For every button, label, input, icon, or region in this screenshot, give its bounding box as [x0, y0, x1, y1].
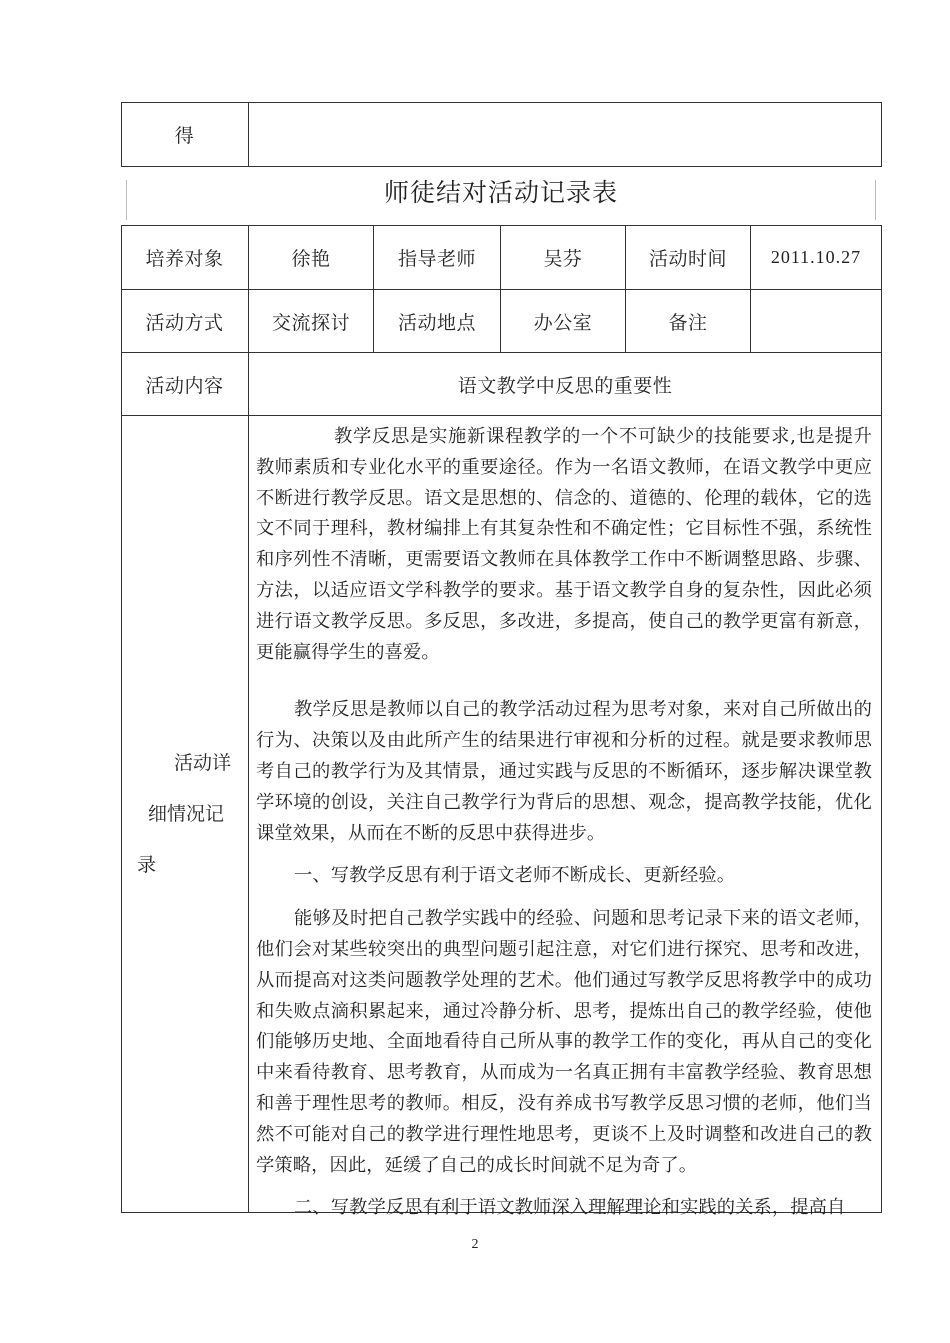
time-label: 活动时间: [648, 248, 727, 270]
content-label: 活动内容: [145, 374, 224, 397]
table-border: [121, 166, 882, 167]
page-title: 师徒结对活动记录表: [383, 178, 618, 207]
trainee-label: 培养对象: [145, 248, 224, 270]
section-heading-1: 一、写教学反思有利于语文老师不断成长、更新经验。: [294, 865, 736, 887]
detail-label-line2: 细情况记: [148, 803, 225, 825]
method-value: 交流探讨: [271, 311, 350, 334]
note-label: 备注: [668, 311, 708, 334]
detail-label-line1: 活动详: [174, 752, 232, 774]
detail-label-line3: 录: [137, 854, 157, 876]
content-value: 语文教学中反思的重要性: [457, 374, 673, 397]
place-value: 办公室: [533, 311, 593, 334]
time-value: 2011.10.27: [770, 247, 862, 267]
detail-label: [132, 738, 240, 891]
method-label: 活动方式: [145, 311, 224, 334]
page-number: 2: [471, 1237, 479, 1252]
top-row-label: 得: [174, 125, 195, 147]
detail-text: [256, 422, 872, 1224]
paragraph-1: 教学反思是实施新课程教学的一个不可缺少的技能要求,也是提升教师素质和专业化水平的重要途径。作为一名语文教师，在语文教学中更应不断进行教学反思。语文是思想的、信念的、道德的、伦理的载体，它的选文不同于理科，教材编排上有其复杂性和不确定性；它目标性不强，系统性和序列性不清晰，更需要语文教师在具体教学工作中不断调整思路、步骤、方法，以适应语文学科教学的要求。基于语文教学自身的复杂性，因此必须进行语文教学反思。多反思，多改进，多提高，使自己的教学更富有新意，更能赢得学生的喜爱。: [256, 426, 872, 663]
mentor-value: 吴芬: [543, 248, 583, 270]
table-border: [248, 102, 249, 167]
table-border: [881, 102, 882, 167]
note-value: [751, 290, 881, 352]
paragraph-3: 能够及时把自己教学实践中的经验、问题和思考记录下来的语文老师，他们会对某些较突出的典型问题引起注意，对它们进行探究、思考和改进，从而提高对这类问题教学处理的艺术。他们通过写教学反思将教学中的成功和失败点滴积累起来，通过冷静分析、思考，提炼出自己的教学经验，使他们能够历史地、全面地看待自己所从事的教学工作的变化，再从自己的变化中来看待教育、思考教育，从而成为一名真正拥有丰富教学经验、教育思想和善于理性思考的教师。相反，没有养成书写教学反思习惯的老师，他们当然不可能对自己的教学进行理性地思考，更谈不上及时调整和改进自己的教学策略，因此，延缓了自己的成长时间就不足为奇了。: [256, 908, 872, 1176]
trainee-value: 徐艳: [291, 248, 331, 270]
place-label: 活动地点: [397, 311, 476, 334]
table-border: [121, 415, 882, 416]
paragraph-2: 教学反思是教师以自己的教学活动过程为思考对象，来对自己所做出的行为、决策以及由此所产生的结果进行审视和分析的过程。就是要求教师思考自己的教学行为及其情景，通过实践与反思的不断循环，逐步解决课堂教学环境的创设，关注自己教学行为背后的思想、观念，提高教学技能，优化课堂效果，从而在不断的反思中获得进步。: [256, 699, 872, 844]
mentor-label: 指导老师: [397, 248, 476, 270]
table-border: [881, 225, 882, 1213]
section-heading-2: 二、写教学反思有利于语文教师深入理解理论和实践的关系，提高自: [294, 1197, 846, 1219]
